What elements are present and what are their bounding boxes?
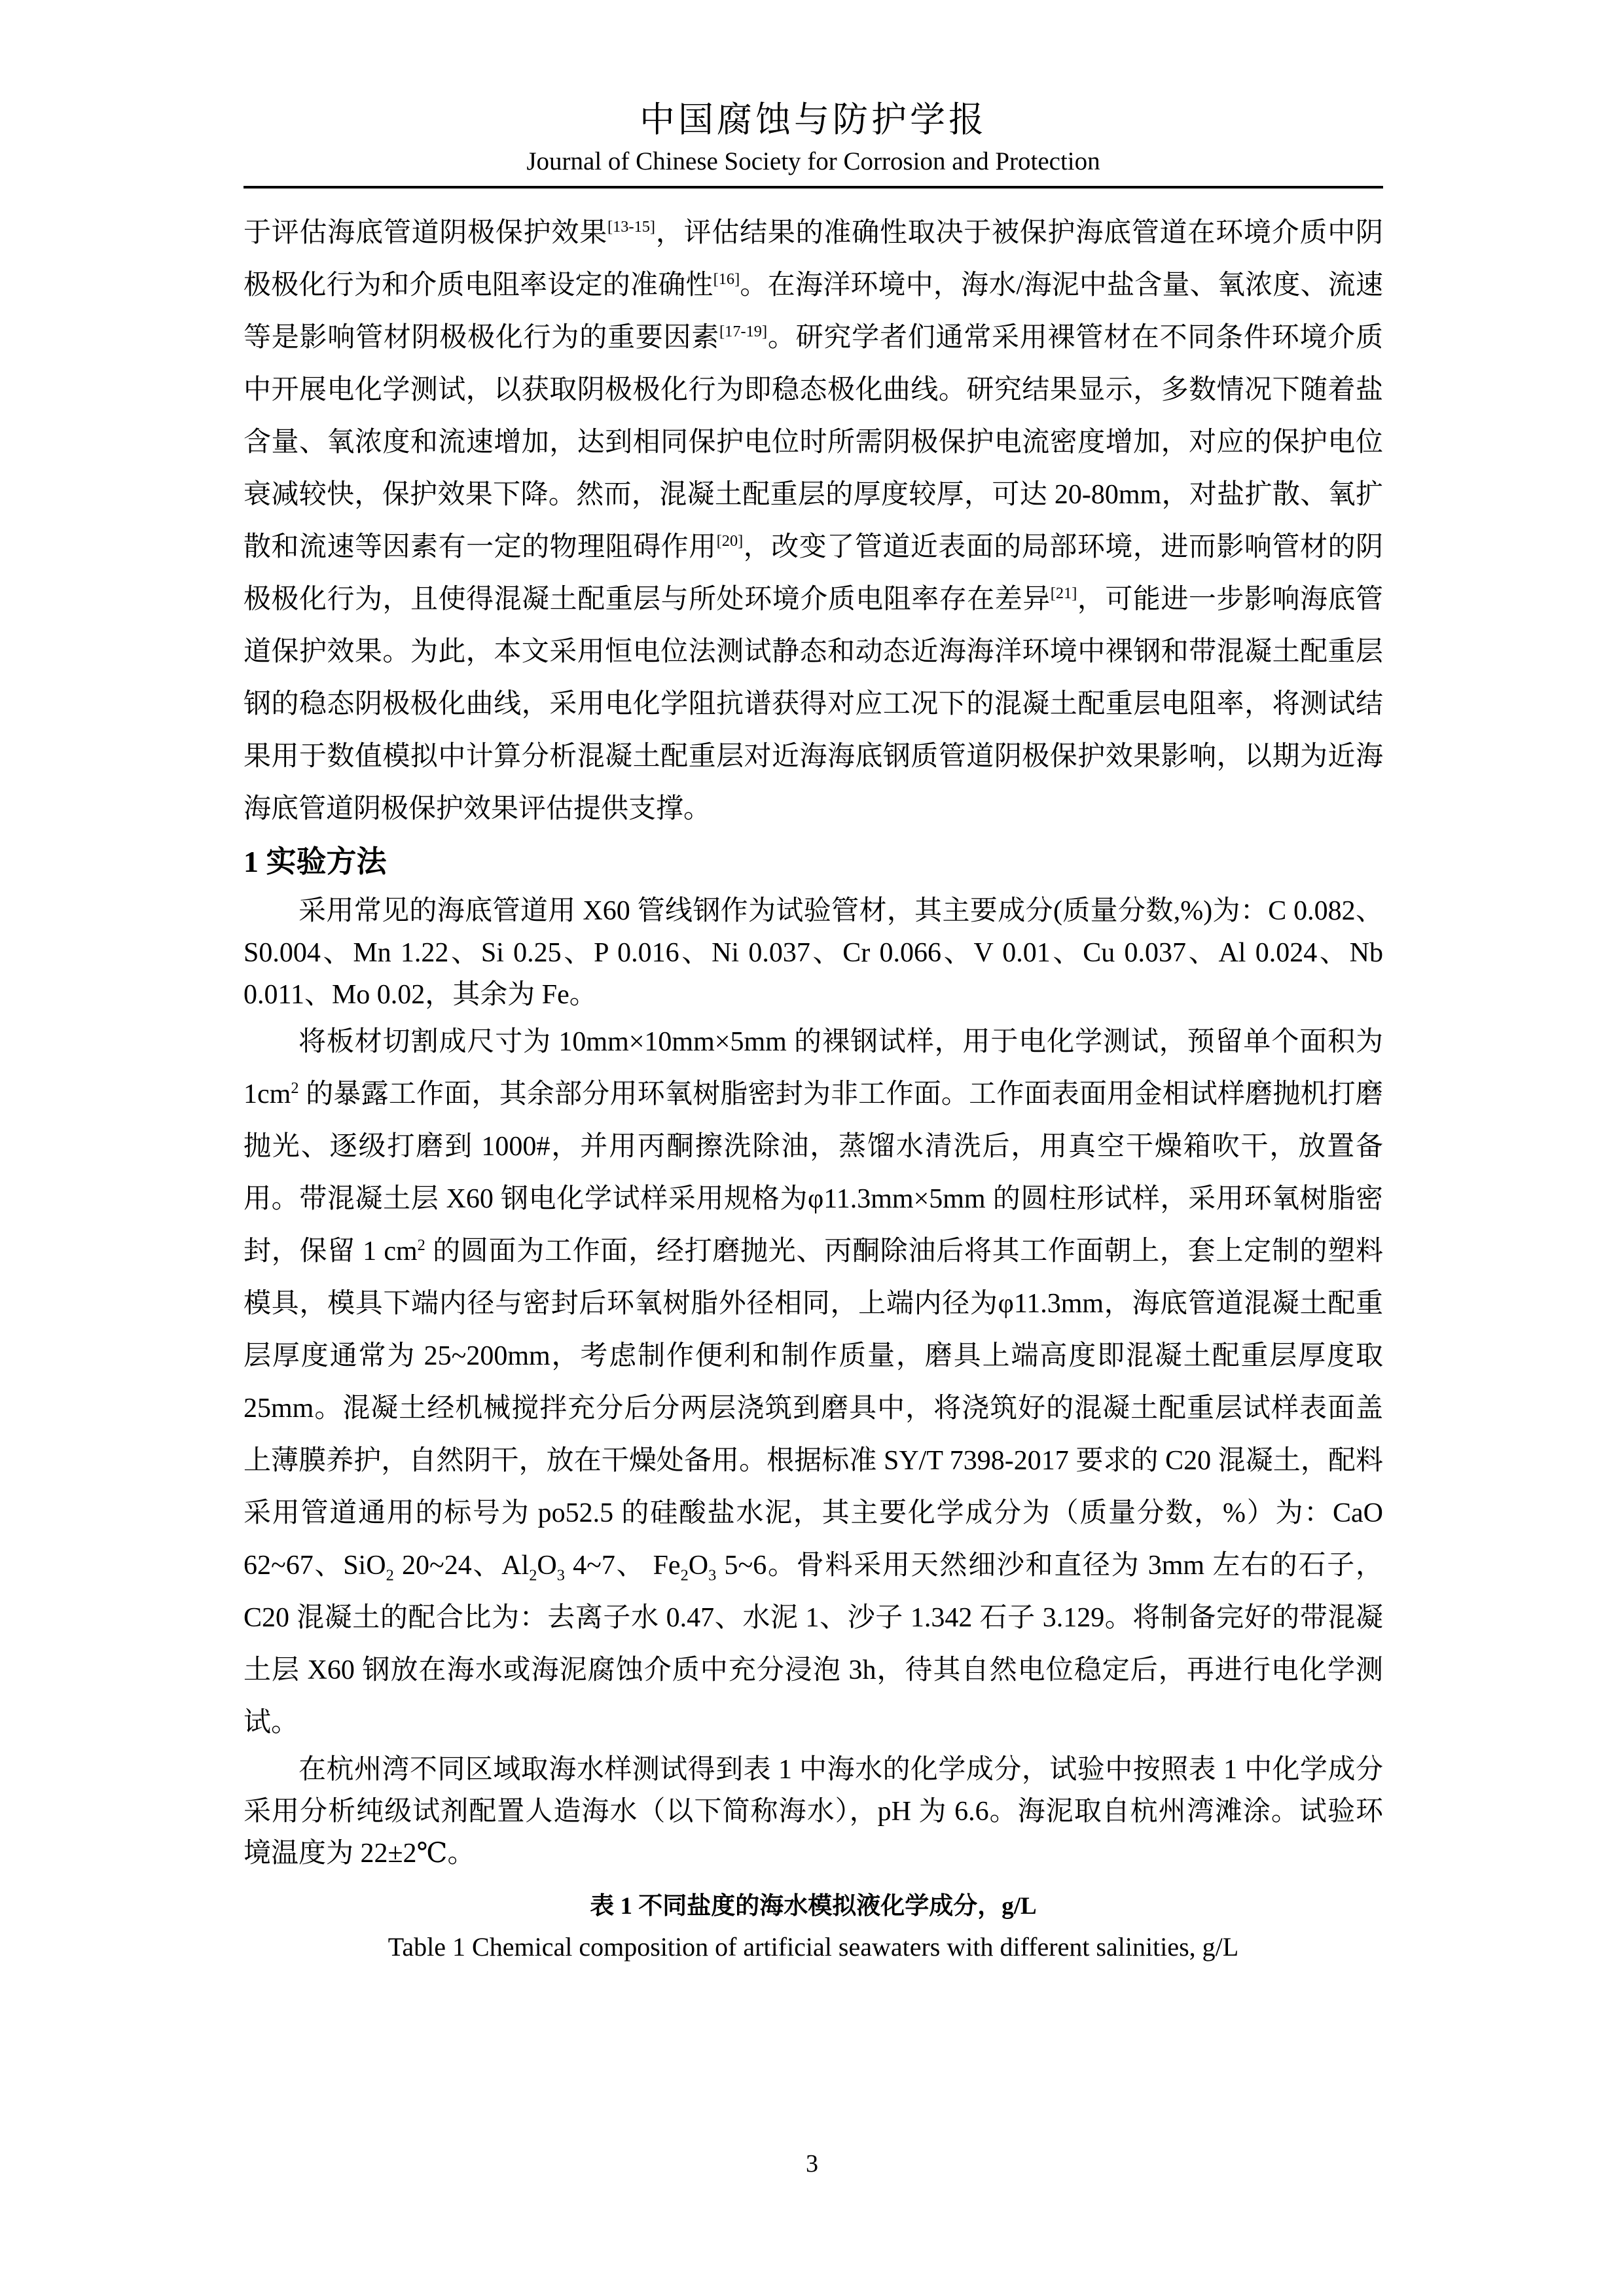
page-footer xyxy=(0,2149,1624,2178)
section-1-heading: 1 实验方法 xyxy=(244,845,387,879)
header-divider-line xyxy=(244,186,1383,188)
paragraph-specimen-preparation: 将板材切割成尺寸为 10mm×10mm×5mm 的裸钢试样，用于电化学测试，预留单个面积为 $1cm^2$ 的暴露工作面，其余部分用环氧树脂密封为非工作面。工作面表面用金相试样磨抛机打磨抛光、逐级打磨到 1000#，并用丙酮擦洗除油，蒸馏水清洗后，用真空干燥箱吹干，放置备用。带混凝土层 X60 钢电化学试样采用规格为φ11.3mm×5mm 的圆柱形试样，采用环氧树脂密封，保留 1 $cm^2$ 的圆面为工作面，经打磨抛光、丙酮除油后将其工作面朝上，套上定制的塑料模具，模具下端内径与密封后环氧树脂外径相同，上端内径为φ11.3mm，海底管道混凝土配重层厚度通常为 25~200mm，考虑制作便利和制作质量，磨具上端高度即混凝土配重层厚度取 25mm。混凝土经机械搅拌充分后分两层浇筑到磨具中，将浇筑好的混凝土配重层试样表面盖上薄膜养护，自然阴干，放在干燥处备用。根据标准 SY/T 7398-2017 要求的 C20 混凝土，配料采用管道通用的标号为 po52.5 的硅酸盐水泥，其主要化学成分为（质量分数，%）为：CaO 62~67、SiO$_2$ 20~24、$Al_2O_3$ 4~7、 $Fe_2O_3$ 5~6。骨料采用天然细沙和直径为 3mm 左右的石子，C20 混凝土的配合比为：去离子水 0.47、水泥 1、沙子 1.342 石子 3.129。将制备完好的带混凝土层 X60 钢放在海水或海泥腐蚀介质中充分浸泡 3h，待其自然电位稳定后，再进行电化学测试。 xyxy=(244,1027,1384,1738)
paragraph-seawater-sampling: 在杭州湾不同区域取海水样测试得到表 1 中海水的化学成分，试验中按照表 1 中化学成分采用分析纯级试剂配置人造海水（以下简称海水），pH 为 6.6。海泥取自杭州湾滩涂。试验环境温度为 22±2℃。 xyxy=(244,1755,1383,1869)
table1-caption-en: Table 1 Chemical composition of artificial seawaters with different salinities, g/L xyxy=(388,1932,1239,1962)
page-number: 3 xyxy=(806,2150,818,2178)
paragraph-cathodic-protection-intro: 于评估海底管道阴极保护效果[13-15]，评估结果的准确性取决于被保护海底管道在环境介质中阴极极化行为和介质电阻率设定的准确性[16]。在海洋环境中，海水/海泥中盐含量、氧浓度、流速等是影响管材阴极极化行为的重要因素[17-19]。研究学者们通常采用裸管材在不同条件环境介质中开展电化学测试，以获取阴极极化行为即稳态极化曲线。研究结果显示，多数情况下随着盐含量、氧浓度和流速增加，达到相同保护电位时所需阴极保护电流密度增加，对应的保护电位衰减较快，保护效果下降。然而，混凝土配重层的厚度较厚，可达 20-80mm，对盐扩散、氧扩散和流速等因素有一定的物理阻碍作用[20]，改变了管道近表面的局部环境，进而影响管材的阴极极化行为，且使得混凝土配重层与所处环境介质电阻率存在差异[21]，可能进一步影响海底管道保护效果。为此，本文采用恒电位法测试静态和动态近海海洋环境中裸钢和带混凝土配重层钢的稳态阴极极化曲线，采用电化学阻抗谱获得对应工况下的混凝土配重层电阻率，将测试结果用于数值模拟中计算分析混凝土配重层对近海海底钢质管道阴极保护效果影响，以期为近海海底管道阴极保护效果评估提供支撑。 xyxy=(244,218,1383,825)
journal-title-en: Journal of Chinese Society for Corrosion and Protection xyxy=(526,147,1100,175)
journal-header xyxy=(244,98,1383,188)
article-body xyxy=(244,207,1383,1969)
table1-caption-zh: 表 1 不同盐度的海水模拟液化学成分，g/L xyxy=(590,1893,1037,1920)
paragraph-x60-composition: 采用常见的海底管道用 X60 管线钢作为试验管材，其主要成分(质量分数,%)为：C 0.082、S0.004、Mn 1.22、Si 0.25、P 0.016、Ni 0.037、Cr 0.066、V 0.01、Cu 0.037、Al 0.024、Nb 0.011、Mo 0.02，其余为 Fe。 xyxy=(244,896,1383,1011)
journal-title-zh: 中国腐蚀与防护学报 xyxy=(640,100,987,139)
